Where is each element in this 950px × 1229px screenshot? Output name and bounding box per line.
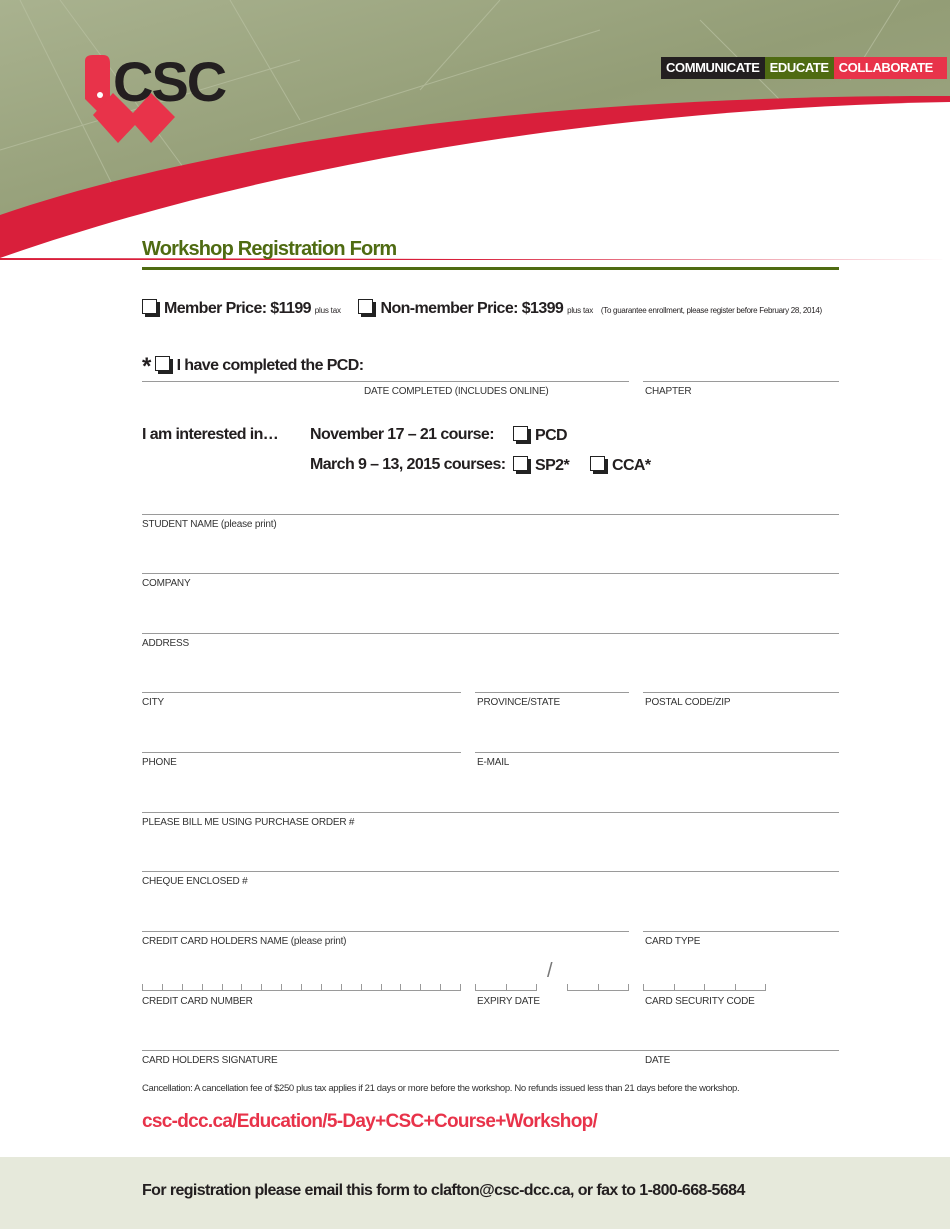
date-label: DATE (645, 1055, 671, 1066)
segment-tick (381, 984, 382, 990)
option-sp2 (513, 456, 569, 475)
segment-baseline (142, 990, 461, 991)
cc-name-input[interactable] (142, 931, 629, 932)
segment-tick (162, 984, 163, 990)
date-completed-input[interactable] (142, 381, 629, 382)
title-rule (142, 267, 839, 270)
pcd-option-label: PCD (535, 427, 567, 444)
segment-tick (420, 984, 421, 990)
student-name-input[interactable] (142, 514, 839, 515)
expiry-separator: / (547, 960, 553, 982)
segment-tick (704, 984, 705, 990)
student-name-label: STUDENT NAME (please print) (142, 519, 277, 530)
segment-tick (674, 984, 675, 990)
segment-tick (361, 984, 362, 990)
segment-baseline (475, 990, 537, 991)
signature-label: CARD HOLDERS SIGNATURE (142, 1055, 278, 1066)
city-label: CITY (142, 697, 164, 708)
card-type-label: CARD TYPE (645, 936, 701, 947)
option-cca (590, 456, 651, 475)
interested-in-label: I am interested in… (142, 426, 279, 443)
segment-tick (321, 984, 322, 990)
segment-tick (301, 984, 302, 990)
segment-tick (341, 984, 342, 990)
cca-checkbox[interactable] (590, 456, 605, 471)
nonmember-price-label: Non-member Price: $1399 (380, 300, 564, 317)
address-input[interactable] (142, 633, 839, 634)
segment-baseline (567, 990, 629, 991)
province-label: PROVINCE/STATE (477, 697, 560, 708)
tag-educate: EDUCATE (765, 57, 834, 79)
card-type-input[interactable] (643, 931, 839, 932)
footer-contact-text: For registration please email this form to clafton@csc-dcc.ca, or fax to 1-800-668-5684 (142, 1182, 745, 1199)
member-price-checkbox[interactable] (142, 299, 157, 314)
sp2-option-label: SP2* (535, 457, 570, 474)
segment-tick (765, 984, 766, 990)
segment-tick (440, 984, 441, 990)
signature-input[interactable] (142, 1050, 839, 1051)
segment-tick (506, 984, 507, 990)
workshop-link[interactable]: csc-dcc.ca/Education/5-Day+CSC+Course+Workshop/ (142, 1111, 598, 1132)
segment-tick (241, 984, 242, 990)
segment-tick (222, 984, 223, 990)
expiry-label: EXPIRY DATE (477, 996, 540, 1007)
segment-tick (598, 984, 599, 990)
nonmember-price-checkbox[interactable] (358, 299, 373, 314)
expiry-year-input[interactable] (567, 984, 629, 991)
nov-course-label: November 17 – 21 course: (310, 426, 494, 443)
pcd-row (142, 353, 363, 381)
member-price-label: Member Price: $1199 (164, 300, 311, 317)
segment-tick (182, 984, 183, 990)
price-row (142, 299, 822, 318)
segment-tick (735, 984, 736, 990)
cheque-input[interactable] (142, 871, 839, 872)
tag-communicate: COMMUNICATE (661, 57, 765, 79)
po-label: PLEASE BILL ME USING PURCHASE ORDER # (142, 817, 355, 828)
march-courses-label: March 9 – 13, 2015 courses: (310, 456, 506, 473)
cancellation-note: Cancellation: A cancellation fee of $250 plus tax applies if 21 days or more before the workshop. No refunds issued less than 21 days before the workshop. (142, 1083, 740, 1094)
pcd-completed-checkbox[interactable] (155, 356, 170, 371)
segment-tick (261, 984, 262, 990)
phone-input[interactable] (142, 752, 461, 753)
segment-tick (567, 984, 568, 990)
chapter-label: CHAPTER (645, 386, 692, 397)
phone-label: PHONE (142, 757, 177, 768)
province-input[interactable] (475, 692, 629, 693)
security-code-label: CARD SECURITY CODE (645, 996, 755, 1007)
cheque-label: CHEQUE ENCLOSED # (142, 876, 248, 887)
segment-tick (202, 984, 203, 990)
segment-tick (643, 984, 644, 990)
expiry-month-input[interactable] (475, 984, 537, 991)
form-title: Workshop Registration Form (142, 238, 397, 260)
pcd-completed-label: I have completed the PCD: (176, 357, 364, 374)
tag-collaborate: COLLABORATE (834, 57, 947, 79)
plus-tax: plus tax (567, 306, 594, 315)
cc-number-label: CREDIT CARD NUMBER (142, 996, 253, 1007)
segment-tick (281, 984, 282, 990)
sp2-checkbox[interactable] (513, 456, 528, 471)
segment-tick (400, 984, 401, 990)
guarantee-note: (To guarantee enrollment, please register before February 28, 2014) (600, 306, 822, 315)
tagline (661, 57, 947, 79)
security-code-input[interactable] (643, 984, 766, 991)
asterisk: * (142, 353, 151, 380)
logo-text: CSC (113, 50, 226, 113)
option-pcd (513, 426, 567, 445)
segment-tick (628, 984, 629, 990)
csc-logo (83, 50, 283, 145)
chapter-input[interactable] (643, 381, 839, 382)
cca-option-label: CCA* (612, 457, 651, 474)
company-input[interactable] (142, 573, 839, 574)
postal-label: POSTAL CODE/ZIP (645, 697, 731, 708)
cc-number-input[interactable] (142, 984, 461, 991)
postal-input[interactable] (643, 692, 839, 693)
segment-baseline (643, 990, 766, 991)
cc-name-label: CREDIT CARD HOLDERS NAME (please print) (142, 936, 347, 947)
segment-tick (536, 984, 537, 990)
company-label: COMPANY (142, 578, 191, 589)
address-label: ADDRESS (142, 638, 189, 649)
segment-tick (475, 984, 476, 990)
pcd-course-checkbox[interactable] (513, 426, 528, 441)
segment-tick (460, 984, 461, 990)
po-input[interactable] (142, 812, 839, 813)
segment-tick (142, 984, 143, 990)
plus-tax: plus tax (314, 306, 341, 315)
email-label: E-MAIL (477, 757, 510, 768)
email-input[interactable] (475, 752, 839, 753)
city-input[interactable] (142, 692, 461, 693)
date-completed-label: DATE COMPLETED (INCLUDES ONLINE) (364, 386, 549, 397)
